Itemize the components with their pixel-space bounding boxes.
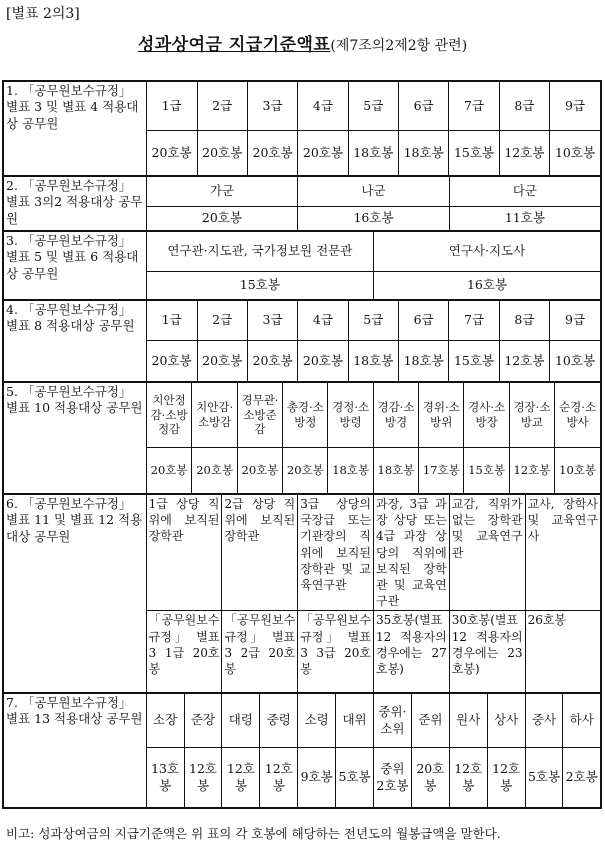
step-cell: 13호봉 — [146, 748, 184, 808]
step-cell: 5호봉 — [525, 748, 563, 808]
step-cell: 18호봉 — [328, 448, 373, 493]
category-cell: 4. 「공무원보수규정」 별표 8 적용대상 공무원 — [3, 300, 146, 382]
grade-cell: 상사 — [487, 693, 525, 748]
grade-cell: 9급 — [550, 301, 600, 340]
grade-cell: 경무관·소방준감 — [237, 383, 282, 447]
step-cell: 12호봉 — [487, 748, 525, 808]
grade-cell: 원사 — [449, 693, 487, 748]
grade-cell: 7급 — [449, 301, 499, 340]
grade-cell: 가군 — [146, 176, 298, 206]
title-main: 성과상여금 지급기준액표 — [137, 35, 331, 55]
step-cell: 15호봉 — [464, 448, 509, 493]
grade-cell: 연구관·지도관, 국가정보원 전문관 — [146, 231, 373, 271]
step-cell: 16호봉 — [374, 271, 602, 300]
grade-row — [3, 300, 601, 341]
grade-cell: 2급 상당 직위에 보직된 장학관 — [222, 494, 298, 611]
grade-cell: 준장 — [184, 693, 222, 748]
grade-cell: 치안정감·소방정감 — [147, 383, 192, 447]
step-cell: 20호봉 — [147, 448, 192, 493]
grade-cell: 3급 — [247, 82, 297, 130]
grade-cell: 소령 — [298, 693, 336, 748]
grade-cell: 과장, 3급 과장 상당 또는 4급 과장 상당의 직위에 보직된 장학관 및 교육연구관 — [374, 494, 450, 611]
grade-cell: 4급 — [298, 82, 348, 130]
step-cell: 20호봉 — [197, 131, 247, 175]
grade-row — [3, 494, 601, 611]
grade-cell: 9급 — [550, 82, 600, 130]
grade-row — [3, 382, 601, 448]
grade-cell: 총경·소방정 — [283, 383, 328, 447]
grade-cell: 중령 — [260, 693, 298, 748]
step-cell: 18호봉 — [348, 341, 398, 381]
step-cell: 20호봉 — [298, 131, 348, 175]
step-cell: 「공무원보수규정」 별표 3 1급 20호봉 — [146, 611, 222, 693]
grade-cell: 8급 — [499, 301, 549, 340]
step-cell: 18호봉 — [398, 131, 448, 175]
step-cell: 「공무원보수규정」 별표 3 3급 20호봉 — [298, 611, 374, 693]
grade-cell: 3급 — [247, 301, 297, 340]
step-cell: 20호봉 — [192, 448, 237, 493]
step-cell: 20호봉 — [247, 131, 297, 175]
appendix-label: [별표 2의3] — [6, 6, 80, 22]
step-cell: 35호봉(별표 12 적용자의 경우에는 27호봉) — [374, 611, 450, 693]
grade-cell: 순경·소방사 — [555, 383, 600, 447]
grade-cell: 대령 — [222, 693, 260, 748]
grade-row — [3, 176, 601, 206]
grade-cell: 중사 — [525, 693, 563, 748]
step-cell: 9호봉 — [298, 748, 336, 808]
grade-row — [3, 81, 601, 131]
step-cell: 「공무원보수규정」 별표 3 2급 20호봉 — [222, 611, 298, 693]
grade-cell: 대위 — [336, 693, 374, 748]
step-cell: 5호봉 — [336, 748, 374, 808]
grade-cell: 경사·소방장 — [464, 383, 509, 447]
page-title — [0, 30, 605, 55]
grade-cell: 1급 상당 직위에 보직된 장학관 — [146, 494, 222, 611]
grade-cell: 6급 — [398, 301, 448, 340]
step-cell: 20호봉 — [147, 131, 197, 175]
step-cell: 중위 2호봉 — [374, 748, 412, 808]
category-cell: 2. 「공무원보수규정」 별표 3의2 적용대상 공무원 — [3, 176, 146, 231]
grade-cell: 2급 — [197, 82, 247, 130]
step-cell: 15호봉 — [146, 271, 373, 300]
grade-cell: 중위·소위 — [374, 693, 412, 748]
grade-cell: 연구사·지도사 — [374, 231, 602, 271]
step-cell: 10호봉 — [550, 341, 600, 381]
category-cell: 7. 「공무원보수규정」 별표 13 적용대상 공무원 — [3, 693, 146, 808]
grade-cell: 교사, 장학사 및 교육연구사 — [525, 494, 601, 611]
table-body — [3, 81, 601, 808]
step-cell: 10호봉 — [555, 448, 600, 493]
step-cell: 20호봉 — [147, 341, 197, 381]
footnote: 비고: 성과상여금의 지급기준액은 위 표의 각 호봉에 해당하는 전년도의 월봉급액을 말한다. — [6, 826, 501, 841]
grade-cell: 5급 — [348, 301, 398, 340]
step-cell: 20호봉 — [298, 341, 348, 381]
category-cell: 5. 「공무원보수규정」 별표 10 적용대상 공무원 — [3, 382, 146, 494]
grade-cell: 3급 상당의 국장급 또는 기관장의 직위에 보직된 장학관 및 교육연구관 — [298, 494, 374, 611]
step-cell: 12호봉 — [499, 341, 549, 381]
step-cell: 2호봉 — [563, 748, 601, 808]
grade-cell: 준위 — [411, 693, 449, 748]
grade-cell: 경위·소방위 — [419, 383, 464, 447]
step-cell: 20호봉 — [237, 448, 282, 493]
step-cell: 18호봉 — [373, 448, 418, 493]
step-cell: 20호봉 — [247, 341, 297, 381]
step-cell: 18호봉 — [398, 341, 448, 381]
standard-amount-table — [2, 80, 602, 809]
category-cell: 6. 「공무원보수규정」 별표 11 및 별표 12 적용대상 공무원 — [3, 494, 146, 693]
grade-cell: 치안감·소방감 — [192, 383, 237, 447]
step-cell: 20호봉 — [411, 748, 449, 808]
step-cell: 12호봉 — [449, 748, 487, 808]
step-cell: 26호봉 — [525, 611, 601, 693]
step-cell: 12호봉 — [509, 448, 554, 493]
step-cell: 12호봉 — [260, 748, 298, 808]
grade-cell: 4급 — [298, 301, 348, 340]
grade-cell: 경감·소방경 — [373, 383, 418, 447]
grade-cell: 1급 — [147, 82, 197, 130]
grade-cell: 2급 — [197, 301, 247, 340]
grade-cell: 하사 — [563, 693, 601, 748]
grade-cell: 교감, 직위가 없는 장학관 및 교육연구관 — [449, 494, 525, 611]
grade-cell: 나군 — [298, 176, 450, 206]
step-cell: 12호봉 — [499, 131, 549, 175]
grade-cell: 경장·소방교 — [509, 383, 554, 447]
step-cell: 20호봉 — [283, 448, 328, 493]
step-cell: 10호봉 — [550, 131, 600, 175]
grade-cell: 6급 — [398, 82, 448, 130]
step-cell: 20호봉 — [197, 341, 247, 381]
grade-row — [3, 693, 601, 748]
title-sub: (제7조의2제2항 관련) — [330, 38, 468, 54]
grade-cell: 다군 — [449, 176, 601, 206]
step-cell: 17호봉 — [419, 448, 464, 493]
category-cell: 1. 「공무원보수규정」 별표 3 및 별표 4 적용대상 공무원 — [3, 81, 146, 176]
grade-cell: 5급 — [348, 82, 398, 130]
grade-cell: 8급 — [499, 82, 549, 130]
step-cell: 12호봉 — [184, 748, 222, 808]
step-cell: 15호봉 — [449, 341, 499, 381]
grade-cell: 1급 — [147, 301, 197, 340]
step-cell: 12호봉 — [222, 748, 260, 808]
grade-cell: 7급 — [449, 82, 499, 130]
step-cell: 11호봉 — [449, 206, 601, 231]
grade-cell: 경정·소방령 — [328, 383, 373, 447]
step-cell: 15호봉 — [449, 131, 499, 175]
step-cell: 30호봉(별표 12 적용자의 경우에는 23호봉) — [449, 611, 525, 693]
category-cell: 3. 「공무원보수규정」 별표 5 및 별표 6 적용대상 공무원 — [3, 231, 146, 300]
step-cell: 20호봉 — [146, 206, 298, 231]
grade-row — [3, 231, 601, 271]
step-cell: 18호봉 — [348, 131, 398, 175]
step-cell: 16호봉 — [298, 206, 450, 231]
grade-cell: 소장 — [146, 693, 184, 748]
